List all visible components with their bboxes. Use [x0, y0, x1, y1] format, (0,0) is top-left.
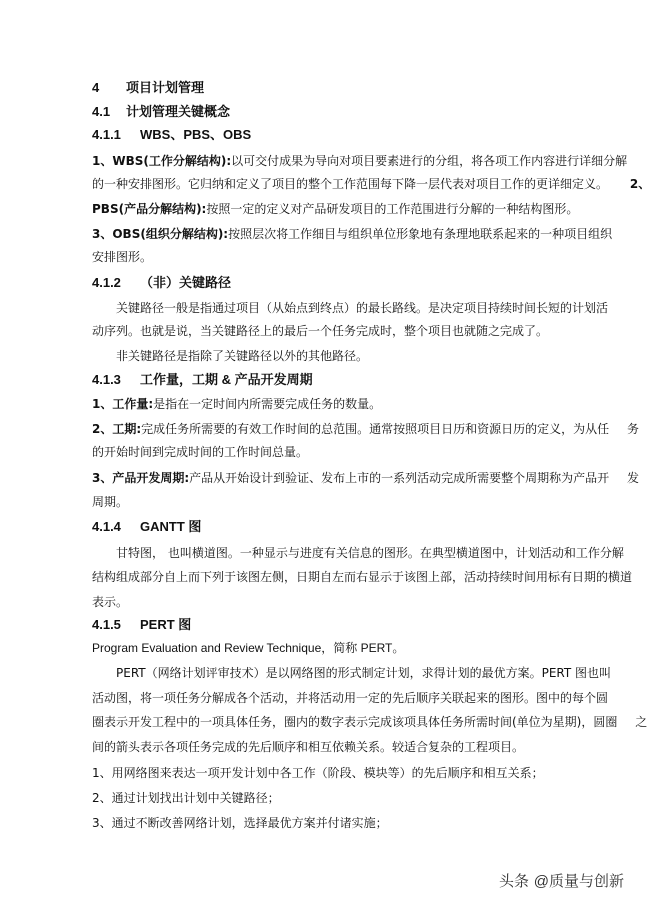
duration-line-2: 的开始时间到完成时间的工作时间总量。 [92, 445, 309, 459]
pert-line-1: PERT（网络计划评审技术）是以网络图的形式制定计划，求得计划的最优方案。PERT 图也叫 [116, 666, 612, 680]
gantt-line-3: 表示。 [92, 595, 129, 609]
pert-line-3: 圈表示开发工程中的一项具体任务，圈内的数字表示完成该项具体任务所需时间(单位为星期)，圆圈 之 [92, 715, 648, 729]
heading-4: 4 项目计划管理 [92, 80, 205, 96]
pbs-line: PBS(产品分解结构):按照一定的定义对产品研发项目的工作范围进行分解的一种结构图形。 [92, 202, 579, 216]
pert-line-4: 间的箭头表示各项任务完成的先后顺序和相互依赖关系。较适合复杂的工程项目。 [92, 740, 525, 754]
workload-line: 1、工作量:是指在一定时间内所需要完成任务的数量。 [92, 397, 382, 411]
wbs-line-1: 1、WBS(工作分解结构):以可交付成果为导向对项目要素进行的分组，将各项工作内容进行详细分解 [92, 154, 628, 168]
heading-4-1-4: 4.1.4 GANTT 图 [92, 519, 202, 534]
critical-path-line-1: 关键路径一般是指通过项目（从始点到终点）的最长路线。是决定项目持续时间长短的计划活 [116, 301, 609, 315]
critical-path-line-2: 动序列。也就是说，当关键路径上的最后一个任务完成时，整个项目也就随之完成了。 [92, 324, 549, 338]
pert-item-2: 2、通过计划找出计划中关键路径； [92, 791, 280, 805]
heading-4-1-2: 4.1.2 （非）关键路径 [92, 275, 232, 290]
heading-4-1-1: 4.1.1 WBS、PBS、OBS [92, 127, 252, 142]
heading-4-1-5: 4.1.5 PERT 图 [92, 617, 192, 632]
duration-line-1: 2、工期:完成任务所需要的有效工作时间的总范围。通常按照项目日历和资源日历的定义，为从任 务 [92, 422, 640, 436]
non-critical-path-line: 非关键路径是指除了关键路径以外的其他路径。 [116, 349, 369, 363]
wbs-line-2: 的一种安排图形。它归纳和定义了项目的整个工作范围每下降一层代表对项目工作的更详细定义。 2、 [92, 177, 650, 191]
cycle-line-1: 3、产品开发周期:产品从开始设计到验证、发布上市的一系列活动完成所需要整个周期称为产品开 发 [92, 471, 640, 485]
gantt-line-1: 甘特图， 也叫横道图。一种显示与进度有关信息的图形。在典型横道图中，计划活动和工作分解 [116, 546, 624, 560]
heading-4-1-3: 4.1.3 工作量，工期 & 产品开发周期 [92, 372, 313, 387]
pert-item-3: 3、通过不断改善网络计划，选择最优方案并付诸实施； [92, 816, 388, 830]
pert-item-1: 1、用网络图来表达一项开发计划中各工作（阶段、模块等）的先后顺序和相互关系； [92, 766, 544, 780]
pert-line-2: 活动图，将一项任务分解成各个活动，并将活动用一定的先后顺序关联起来的图形。图中的每个圆 [92, 691, 609, 705]
obs-line-1: 3、OBS(组织分解结构):按照层次将工作细目与组织单位形象地有条理地联系起来的一种项目组织 [92, 227, 613, 241]
pert-intro: Program Evaluation and Review Technique，简称 PERT。 [92, 641, 405, 655]
heading-4-1: 4.1 计划管理关键概念 [92, 104, 231, 120]
cycle-line-2: 周期。 [92, 495, 129, 509]
gantt-line-2: 结构组成部分自上而下列于该图左侧，日期自左而右显示于该图上部，活动持续时间用标有日期的横道 [92, 570, 633, 584]
watermark: 头条 @质量与创新 [498, 872, 624, 890]
obs-line-2: 安排图形。 [92, 250, 153, 264]
